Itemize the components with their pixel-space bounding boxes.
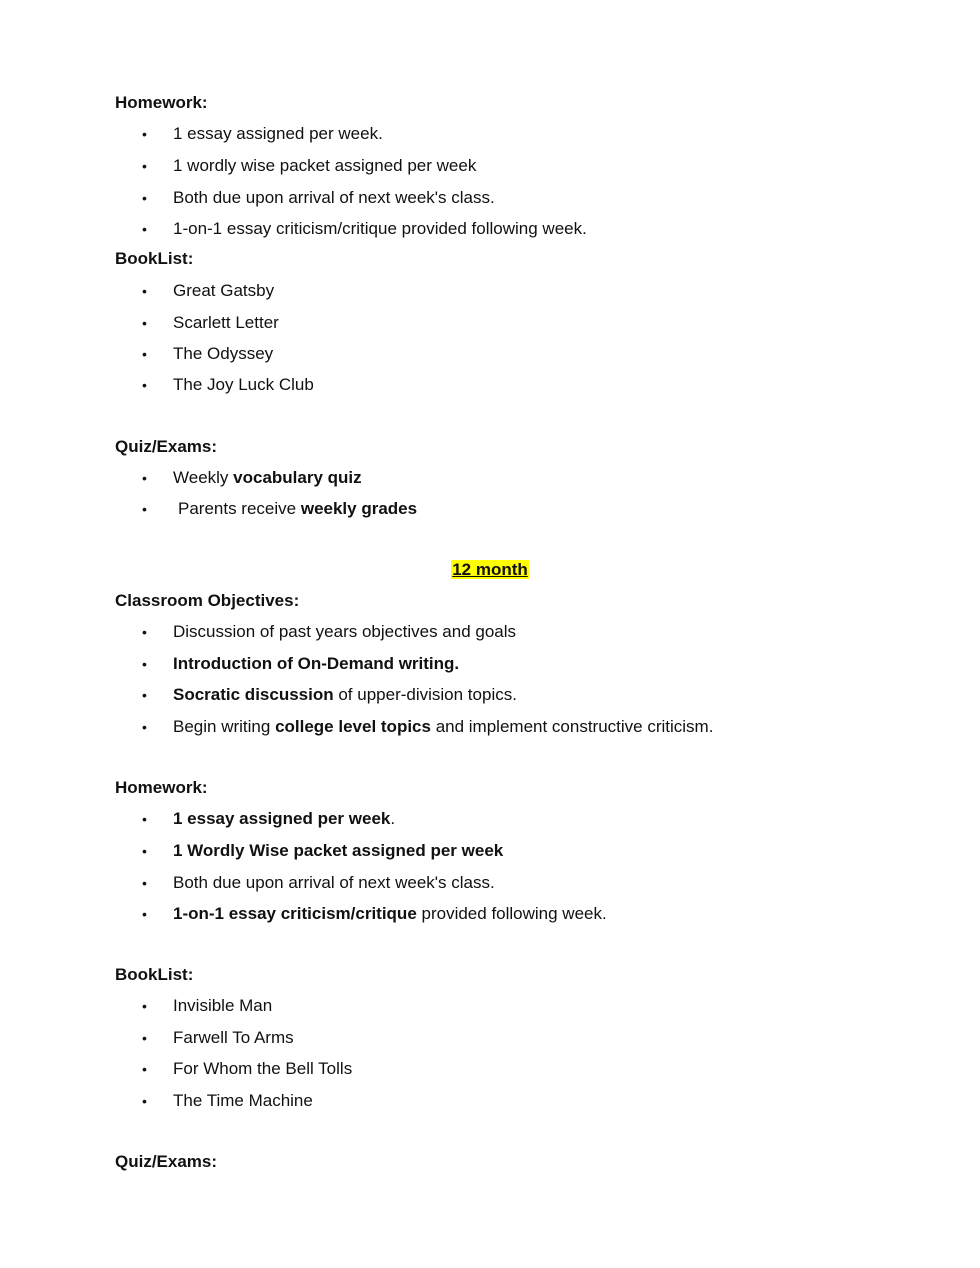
bullet-icon: • [142,158,147,174]
text-bold: 1-on-1 essay criticism/critique [173,904,417,923]
text-bold: college level topics [275,717,431,736]
text-plain: of upper-division topics. [333,685,517,704]
bullet-icon: • [142,315,147,331]
homework-heading: Homework: [115,778,208,797]
list-item-text: Introduction of On-Demand writing. [173,654,460,673]
homework-heading: Homework: [115,93,208,112]
objectives-heading: Classroom Objectives: [115,591,300,610]
bullet-icon: • [142,346,147,362]
text-plain: . [390,809,396,828]
book-title: Great Gatsby [173,281,275,300]
bullet-icon: • [142,843,147,859]
list-item-text [178,498,417,520]
bullet-icon: • [142,377,147,393]
bullet-icon: • [142,1061,147,1077]
booklist-heading: BookList: [115,249,194,268]
text-bold: vocabulary quiz [233,468,362,487]
bullet-icon: • [142,126,147,142]
highlighted-title: 12 month [452,560,528,579]
bullet-icon: • [142,190,147,206]
bullet-icon: • [142,283,147,299]
bullet-icon: • [142,875,147,891]
list-item-text [173,684,517,706]
bullet-icon: • [142,1030,147,1046]
list-item-text: 1 essay assigned per week. [173,124,383,143]
bullet-icon: • [142,687,147,703]
list-item-text [173,716,713,738]
bullet-icon: • [142,811,147,827]
text-plain: provided following week. [416,904,607,923]
book-title: Invisible Man [173,996,273,1015]
bullet-icon: • [142,470,147,486]
text-bold: 1 essay assigned per week [173,809,391,828]
bullet-icon: • [142,719,147,735]
list-item-text: 1-on-1 essay criticism/critique provided following week. [173,219,587,238]
bullet-icon: • [142,1093,147,1109]
booklist-heading: BookList: [115,965,194,984]
text-bold: Socratic discussion [173,685,334,704]
bullet-icon: • [142,906,147,922]
bullet-icon: • [142,501,147,517]
book-title: The Joy Luck Club [173,375,314,394]
quiz-heading: Quiz/Exams: [115,1152,218,1171]
text-plain: Begin writing [173,717,276,736]
list-item-text: 1 wordly wise packet assigned per week [173,156,477,175]
book-title: For Whom the Bell Tolls [173,1059,353,1078]
bullet-icon: • [142,998,147,1014]
section-title [0,559,980,581]
text-plain: Weekly [173,468,234,487]
bullet-icon: • [142,656,147,672]
book-title: The Odyssey [173,344,274,363]
text-bold: weekly grades [300,499,418,518]
book-title: The Time Machine [173,1091,313,1110]
bullet-icon: • [142,221,147,237]
list-item-text: Both due upon arrival of next week's class. [173,873,495,892]
book-title: Scarlett Letter [173,313,279,332]
text-plain: Parents receive [178,499,301,518]
book-title: Farwell To Arms [173,1028,294,1047]
quiz-heading: Quiz/Exams: [115,437,218,456]
list-item-text [173,467,362,489]
list-item-text: 1 Wordly Wise packet assigned per week [173,841,504,860]
list-item-text: Discussion of past years objectives and goals [173,622,517,641]
bullet-icon: • [142,624,147,640]
text-plain: and implement constructive criticism. [430,717,714,736]
list-item-text: Both due upon arrival of next week's class. [173,188,495,207]
list-item-text [173,808,395,830]
list-item-text [173,903,607,925]
